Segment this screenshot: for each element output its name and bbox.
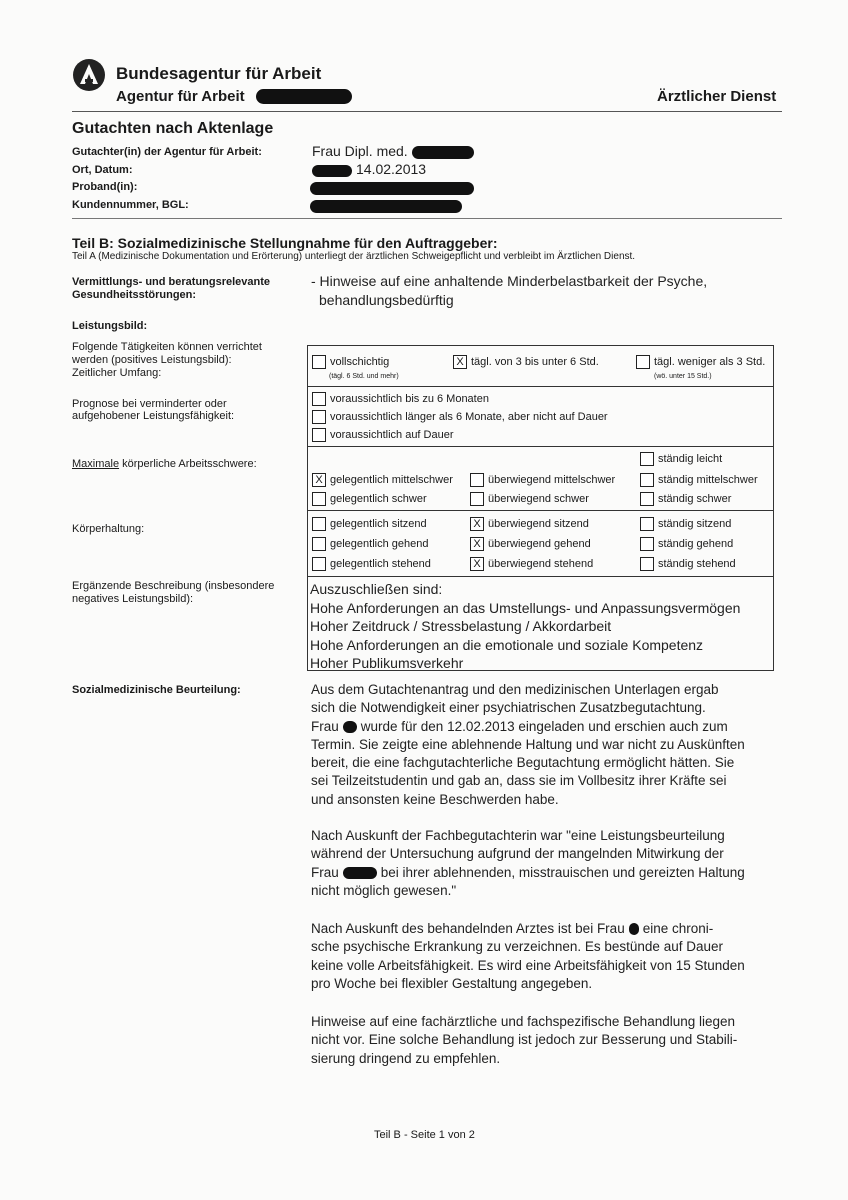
- work-gel-mittel[interactable]: X gelegentlich mittelschwer: [312, 473, 453, 487]
- checkbox-gel-schwer[interactable]: [312, 492, 326, 506]
- proband-label: Proband(in):: [72, 181, 138, 193]
- grid-rule-3: [307, 446, 774, 447]
- page-title: Gutachten nach Aktenlage: [72, 120, 274, 137]
- assessment-p2: [311, 827, 781, 900]
- prog-opt-6m[interactable]: voraussichtlich bis zu 6 Monaten: [312, 392, 489, 406]
- checkbox-st-leicht[interactable]: [640, 452, 654, 466]
- redaction-agency: [256, 89, 352, 104]
- customer-label: Kundennummer, BGL:: [72, 199, 189, 211]
- p3-line: keine volle Arbeitsfähigkeit. Es wird eine Arbeitsfähigkeit von 15 Stunden: [311, 957, 745, 973]
- work-label-max: Maximale: [72, 458, 120, 470]
- checkbox-prog-longer[interactable]: [312, 410, 326, 424]
- prog-opt-longer[interactable]: voraussichtlich länger als 6 Monate, aber nicht auf Dauer: [312, 410, 608, 424]
- disorders-label-1: Vermittlungs- und beratungsrelevante: [72, 276, 271, 288]
- header-rule: [72, 111, 782, 112]
- frau-word: Frau: [311, 718, 339, 734]
- neg-label-2: negatives Leistungsbild):: [72, 593, 194, 605]
- pos-st-gehend[interactable]: ständig gehend: [640, 537, 733, 551]
- disorders-value-1: - Hinweise auf eine anhaltende Minderbelastbarkeit der Psyche,: [311, 273, 708, 289]
- grid-right: [773, 345, 774, 671]
- redaction-place: [312, 165, 352, 177]
- agency-name: Agentur für Arbeit: [116, 88, 245, 105]
- time-opt-full[interactable]: vollschichtig: [312, 355, 389, 369]
- neg-line: Hohe Anforderungen an das Umstellungs- und Anpassungsvermögen: [310, 599, 741, 616]
- p1-line: bereit, die eine fachgutachterliche Begutachtung ermöglicht hätten. Sie: [311, 755, 735, 771]
- p3-line: sche psychische Erkrankung zu verzeichnen. Es bestünde auf Dauer: [311, 939, 723, 955]
- pos-ueb-sitzend[interactable]: X überwiegend sitzend: [470, 517, 589, 531]
- redaction-name: [629, 923, 639, 935]
- date-value: 14.02.2013: [356, 161, 427, 177]
- redaction-name: [343, 867, 377, 879]
- p3-line: pro Woche bei flexibler Gestaltung angegeben.: [311, 975, 593, 991]
- time-label-3: Zeitlicher Umfang:: [72, 367, 162, 379]
- checkbox-st-mittel[interactable]: [640, 473, 654, 487]
- time-label-1: Folgende Tätigkeiten können verrichtet: [72, 341, 262, 353]
- pos-st-sitzend[interactable]: ständig sitzend: [640, 517, 731, 531]
- examiner-label: Gutachter(in) der Agentur für Arbeit:: [72, 146, 262, 158]
- assessment-p3: [311, 920, 781, 993]
- checkbox-ueb-stehend[interactable]: X: [470, 557, 484, 571]
- prog-label-2: aufgehobener Leistungsfähigkeit:: [72, 410, 235, 422]
- pos-st-stehend[interactable]: ständig stehend: [640, 557, 736, 571]
- checkbox-ueb-sitzend[interactable]: X: [470, 517, 484, 531]
- checkbox-ueb-mittel[interactable]: [470, 473, 484, 487]
- checkbox-st-stehend[interactable]: [640, 557, 654, 571]
- page-footer: Teil B - Seite 1 von 2: [374, 1129, 475, 1141]
- checkbox-prog-permanent[interactable]: [312, 428, 326, 442]
- time-opt-under3[interactable]: tägl. weniger als 3 Std.: [636, 355, 765, 369]
- work-st-mittel[interactable]: ständig mittelschwer: [640, 473, 758, 487]
- checkbox-gel-gehend[interactable]: [312, 537, 326, 551]
- grid-rule-2: [307, 386, 774, 387]
- checkbox-st-schwer[interactable]: [640, 492, 654, 506]
- org-name: Bundesagentur für Arbeit: [116, 64, 322, 83]
- p3-line: Nach Auskunft des behandelnden Arztes ist bei Frau eine chroni-: [311, 921, 714, 936]
- place-date-label: Ort, Datum:: [72, 164, 133, 176]
- checkbox-gel-stehend[interactable]: [312, 557, 326, 571]
- p4-line: sierung dringend zu empfehlen.: [311, 1050, 501, 1066]
- pos-ueb-gehend[interactable]: X überwiegend gehend: [470, 537, 591, 551]
- pos-gel-stehend[interactable]: gelegentlich stehend: [312, 557, 431, 571]
- ba-logo-icon: [72, 58, 106, 92]
- examiner-value: Frau Dipl. med.: [312, 143, 408, 159]
- pos-gel-sitzend[interactable]: gelegentlich sitzend: [312, 517, 427, 531]
- p1-line: Frau wurde für den 12.02.2013 eingeladen und erschien auch zum: [311, 718, 728, 734]
- performance-heading: Leistungsbild:: [72, 320, 148, 332]
- neg-line: Hoher Publikumsverkehr: [310, 655, 464, 671]
- p1-line: sei Teilzeitstudentin und gab an, dass sie im Vollbesitz ihrer Kräfte sei: [311, 773, 727, 789]
- p1-line: Termin. Sie zeigte eine ablehnende Haltung und war nicht zu Auskünften: [311, 736, 745, 752]
- work-ueb-mittel[interactable]: überwiegend mittelschwer: [470, 473, 615, 487]
- work-label-rest: körperliche Arbeitsschwere:: [122, 458, 257, 470]
- p2-line: Frau bei ihrer ablehnenden, misstrauischen und gereizten Haltung: [311, 864, 745, 880]
- p2-line: Nach Auskunft der Fachbegutachterin war "eine Leistungsbeurteilung: [311, 828, 725, 843]
- checkbox-full[interactable]: [312, 355, 326, 369]
- p1-line: sich die Notwendigkeit einer psychiatrischen Zusatzbegutachtung.: [311, 700, 706, 716]
- time-opt-full-sub: (tägl. 6 Std. und mehr): [329, 373, 399, 380]
- posture-label: Körperhaltung:: [72, 523, 145, 535]
- p1-line: und ansonsten keine Beschwerden habe.: [311, 791, 559, 807]
- disorders-label-2: Gesundheitsstörungen:: [72, 289, 197, 301]
- part-b-note: Teil A (Medizinische Dokumentation und Erörterung) unterliegt der ärztlichen Schweigepflicht und verbleibt im Ärztlichen Dienst.: [72, 251, 636, 262]
- frau-word: Frau: [311, 864, 339, 880]
- checkbox-st-sitzend[interactable]: [640, 517, 654, 531]
- work-ueb-schwer[interactable]: überwiegend schwer: [470, 492, 589, 506]
- neg-line: Hoher Zeitdruck / Stressbelastung / Akkordarbeit: [310, 618, 612, 634]
- assessment-p4: [311, 1013, 781, 1068]
- grid-rule-5: [307, 576, 774, 577]
- department-name: Ärztlicher Dienst: [657, 88, 777, 105]
- pos-gel-gehend[interactable]: gelegentlich gehend: [312, 537, 428, 551]
- grid-left: [307, 345, 308, 671]
- redaction-customer: [310, 200, 462, 213]
- grid-rule-4: [307, 510, 774, 511]
- checkbox-under3[interactable]: [636, 355, 650, 369]
- work-gel-schwer[interactable]: gelegentlich schwer: [312, 492, 427, 506]
- meta-rule: [72, 218, 782, 219]
- redaction-proband: [310, 182, 474, 195]
- ba-logo: [72, 58, 106, 92]
- work-label: [72, 458, 257, 470]
- p1-line: Aus dem Gutachtenantrag und den medizinischen Unterlagen ergab: [311, 682, 719, 697]
- part-b-heading: Teil B: Sozialmedizinische Stellungnahme für den Auftraggeber:: [72, 235, 498, 251]
- work-st-schwer[interactable]: ständig schwer: [640, 492, 731, 506]
- p2-line: nicht möglich gewesen.": [311, 882, 457, 898]
- p4-line: Hinweise auf eine fachärztliche und fachspezifische Behandlung liegen: [311, 1014, 736, 1029]
- checkbox-st-gehend[interactable]: [640, 537, 654, 551]
- neg-label-1: Ergänzende Beschreibung (insbesondere: [72, 580, 275, 592]
- checkbox-ueb-gehend[interactable]: X: [470, 537, 484, 551]
- checkbox-gel-sitzend[interactable]: [312, 517, 326, 531]
- neg-line: Hohe Anforderungen an die emotionale und soziale Kompetenz: [310, 636, 704, 653]
- p4-line: nicht vor. Eine solche Behandlung ist jedoch zur Besserung und Stabili-: [311, 1032, 738, 1048]
- redaction-name: [343, 721, 357, 733]
- neg-line: Auszuschließen sind:: [310, 581, 443, 597]
- checkbox-prog-6m[interactable]: [312, 392, 326, 406]
- prog-opt-permanent[interactable]: voraussichtlich auf Dauer: [312, 428, 454, 442]
- checkbox-ueb-schwer[interactable]: [470, 492, 484, 506]
- work-st-leicht[interactable]: ständig leicht: [640, 452, 722, 466]
- p2-line: während der Untersuchung aufgrund der mangelnden Mitwirkung der: [311, 846, 724, 862]
- checkbox-gel-mittel[interactable]: X: [312, 473, 326, 487]
- checkbox-3to6[interactable]: X: [453, 355, 467, 369]
- assessment-p1: [311, 681, 781, 809]
- assessment-label: Sozialmedizinische Beurteilung:: [72, 684, 241, 696]
- prog-label-1: Prognose bei verminderter oder: [72, 398, 227, 410]
- time-label-2: werden (positives Leistungsbild):: [72, 354, 232, 366]
- pos-ueb-stehend[interactable]: X überwiegend stehend: [470, 557, 593, 571]
- neg-description: [310, 580, 740, 673]
- redaction-examiner: [412, 146, 474, 159]
- time-opt-under3-sub: (wö. unter 15 Std.): [654, 373, 712, 380]
- grid-top: [307, 345, 774, 346]
- disorders-value-2: behandlungsbedürftig: [319, 292, 454, 308]
- time-opt-3to6[interactable]: X tägl. von 3 bis unter 6 Std.: [453, 355, 599, 369]
